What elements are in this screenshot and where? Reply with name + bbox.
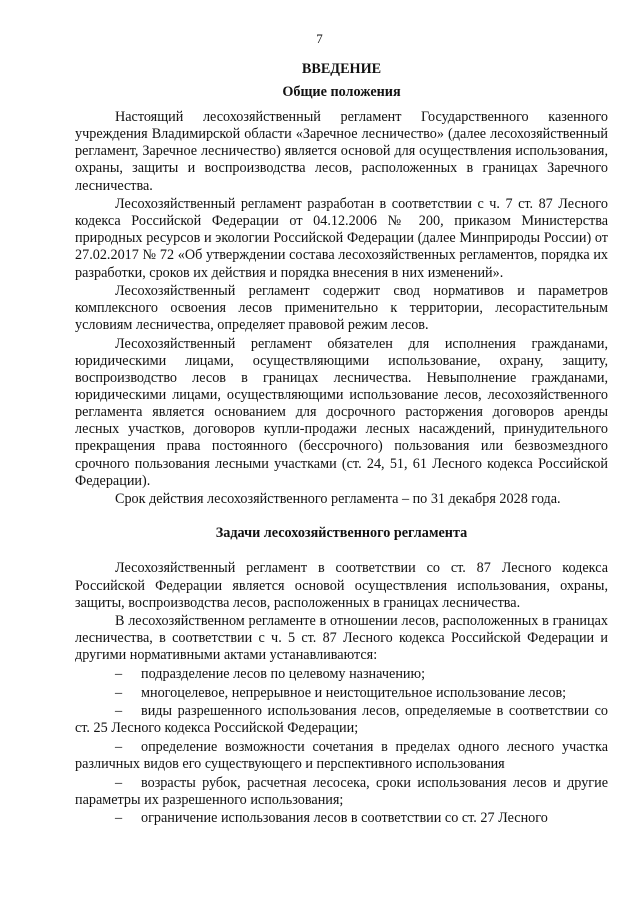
- list-item: [75, 739, 608, 773]
- list-item: [75, 703, 608, 737]
- list-item: [75, 775, 608, 809]
- dash-marker: –: [115, 703, 123, 720]
- tasks-paragraph: Лесохозяйственный регламент в соответствии со ст. 87 Лесного кодекса Российской Федерации является основой осуществления использования, охраны, защиты, воспроизводства лесов, расположенных в границах лесничества.: [75, 560, 608, 611]
- section-title-introduction: ВВЕДЕНИЕ: [301, 61, 382, 77]
- page-content: [75, 61, 608, 829]
- list-item-text: возрасты рубок, расчетная лесосека, сроки использования лесов и другие параметры их разрешенного использования;: [75, 774, 608, 808]
- list-item-text: ограничение использования лесов в соответствии со ст. 27 Лесного: [141, 810, 548, 827]
- dash-marker: –: [115, 666, 123, 682]
- dash-marker: –: [115, 774, 123, 791]
- intro-paragraph: Срок действия лесохозяйственного регламента – по 31 декабря 2028 года.: [115, 491, 561, 508]
- list-item: [75, 685, 608, 702]
- intro-paragraph: Лесохозяйственный регламент обязателен для исполнения гражданами, юридическими лицами, осуществляющими использование, охрану, защиту, воспроизводство лесов в границах лесничества. Невыполнение гражданами, юридическими лицами, осуществляющими использование лесов, лесохозяйственного регламента является основанием для досрочного расторжения договоров аренды лесных участков, договоров купли-продажи лесных насаждений, принудительного прекращения права постоянного (бессрочного) пользования или безвозмездного срочного пользования лесными участками (ст. 24, 51, 61 Лесного кодекса Российской Федерации).: [75, 335, 608, 489]
- list-item: [75, 810, 608, 827]
- dash-marker: –: [115, 738, 123, 755]
- dash-marker: –: [115, 684, 123, 701]
- tasks-list: [75, 666, 608, 827]
- list-item-text: виды разрешенного использования лесов, определяемые в соответствии со ст. 25 Лесного кодекса Российской Федерации;: [75, 703, 608, 737]
- list-item-text: определение возможности сочетания в пределах одного лесного участка различных видов его существующего и перспективного использования: [75, 738, 608, 772]
- list-item-text: многоцелевое, непрерывное и неистощительное использование лесов;: [141, 684, 567, 701]
- dash-marker: –: [115, 810, 123, 827]
- intro-paragraph: Настоящий лесохозяйственный регламент Государственного казенного учреждения Владимирской области «Заречное лесничество» (далее лесохозяйственный регламент, Заречное лесничество) является основой для осуществления использования, охраны, защиты и воспроизводства лесов, расположенных в границах Заречного лесничества.: [75, 109, 608, 194]
- tasks-paragraph: В лесохозяйственном регламенте в отношении лесов, расположенных в границах лесничества, в соответствии с ч. 5 ст. 87 Лесного кодекса Российской Федерации и другими нормативными актами устанавливаются:: [75, 613, 608, 664]
- intro-paragraph: Лесохозяйственный регламент разработан в соответствии с ч. 7 ст. 87 Лесного кодекса Российской Федерации от 04.12.2006 № 200, приказом Министерства природных ресурсов и экологии Российской Федерации (далее Минприроды России) от 27.02.2017 № 72 «Об утверждении состава лесохозяйственных регламентов, порядка их разработки, сроков их действия и порядка внесения в них изменений».: [75, 196, 608, 281]
- list-item: [75, 666, 608, 683]
- section-title-tasks: Задачи лесохозяйственного регламента: [215, 525, 468, 542]
- section-subtitle-general-provisions: Общие положения: [282, 84, 401, 101]
- list-item-text: подразделение лесов по целевому назначению;: [141, 666, 426, 682]
- page-number: 7: [316, 31, 323, 46]
- intro-paragraph: Лесохозяйственный регламент содержит свод нормативов и параметров комплексного освоения лесов применительно к территории, лесорастительным условиям лесничества, определяет правовой режим лесов.: [75, 283, 608, 334]
